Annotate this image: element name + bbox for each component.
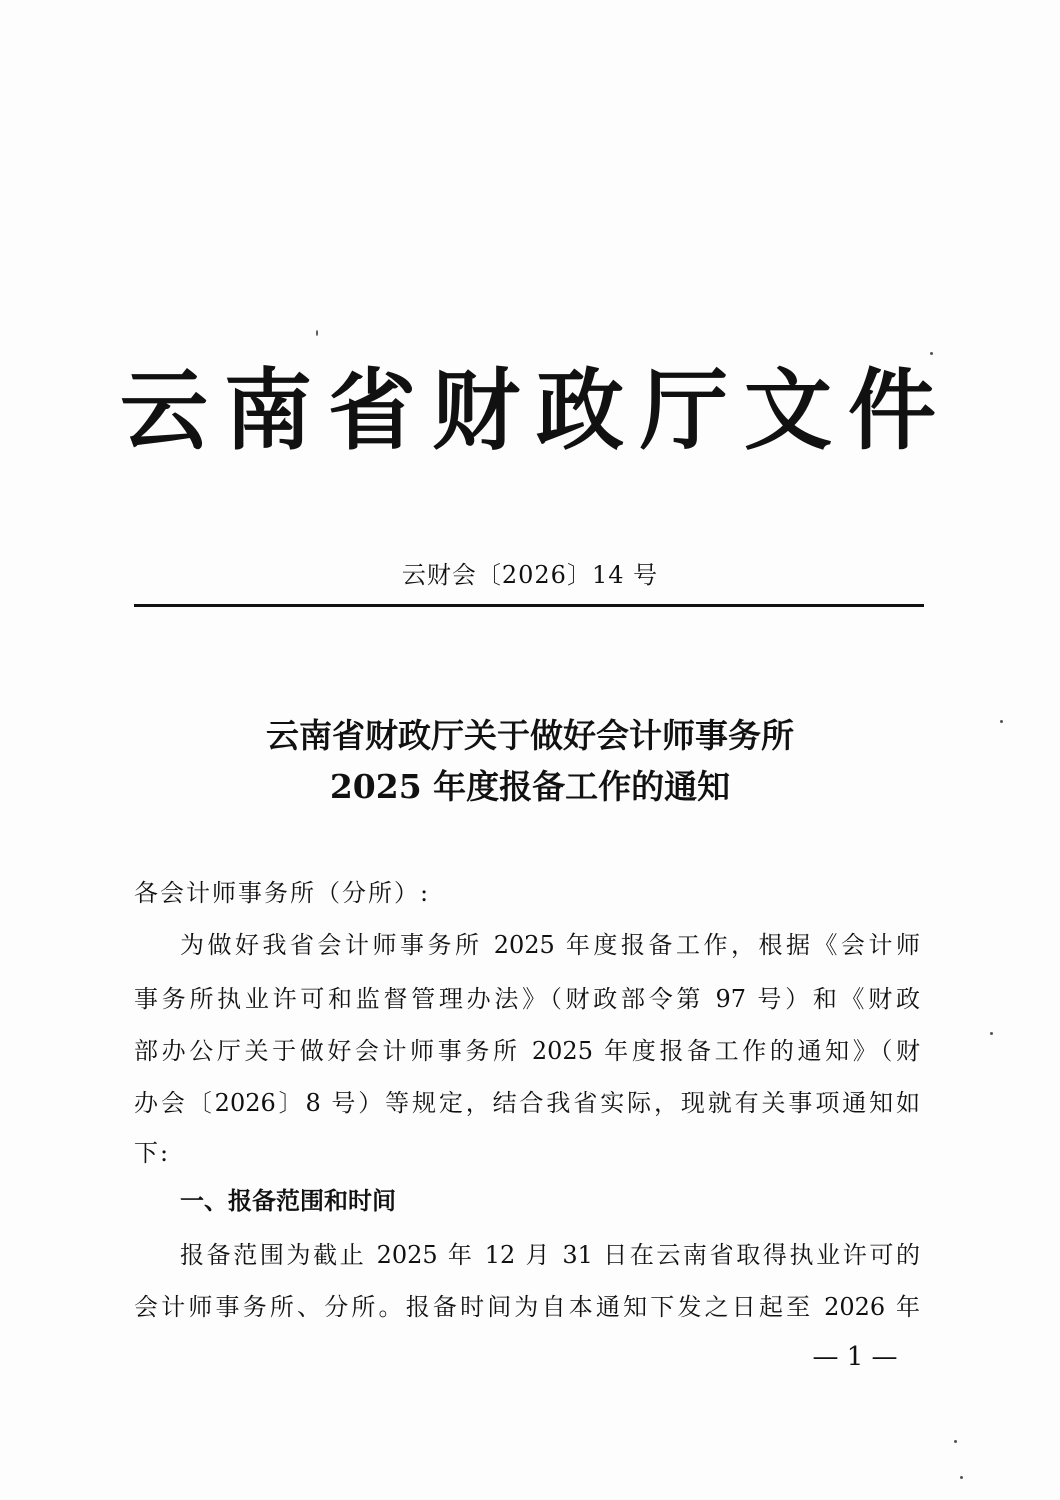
notice-title-line-2: 2025 年度报备工作的通知 [329, 767, 731, 806]
intro-line-2: 事务所执业许可和监督管理办法》（财政部令第 97 号）和《财政 [134, 985, 920, 1013]
masthead-title: 云南省财政厅文件 [120, 358, 953, 462]
document-number: 云财会〔2026〕14 号 [401, 561, 659, 589]
intro-line-1: 为做好我省会计师事务所 2025 年度报备工作，根据《会计师 [180, 931, 920, 959]
salutation: 各会计师事务所（分所）: [134, 879, 431, 907]
notice-title-line-1: 云南省财政厅关于做好会计师事务所 [266, 716, 794, 755]
masthead-divider [134, 604, 924, 607]
intro-line-3: 部办公厅关于做好会计师事务所 2025 年度报备工作的通知》（财 [134, 1037, 920, 1065]
scan-speck [954, 1440, 957, 1443]
scan-speck [990, 1032, 993, 1035]
intro-line-4: 办会〔2026〕8 号）等规定，结合我省实际，现就有关事项通知如 [134, 1089, 920, 1117]
scan-speck [316, 330, 318, 336]
section-1-line-2: 会计师事务所、分所。报备时间为自本通知下发之日起至 2026 年 [134, 1293, 920, 1321]
scan-speck [930, 352, 933, 355]
section-1-heading: 一、报备范围和时间 [180, 1187, 396, 1215]
scan-speck [1000, 720, 1003, 723]
intro-line-5: 下: [134, 1139, 171, 1167]
section-1-line-1: 报备范围为截止 2025 年 12 月 31 日在云南省取得执业许可的 [180, 1241, 920, 1269]
page-number: — 1 — [812, 1342, 898, 1372]
scan-speck [960, 1476, 963, 1479]
